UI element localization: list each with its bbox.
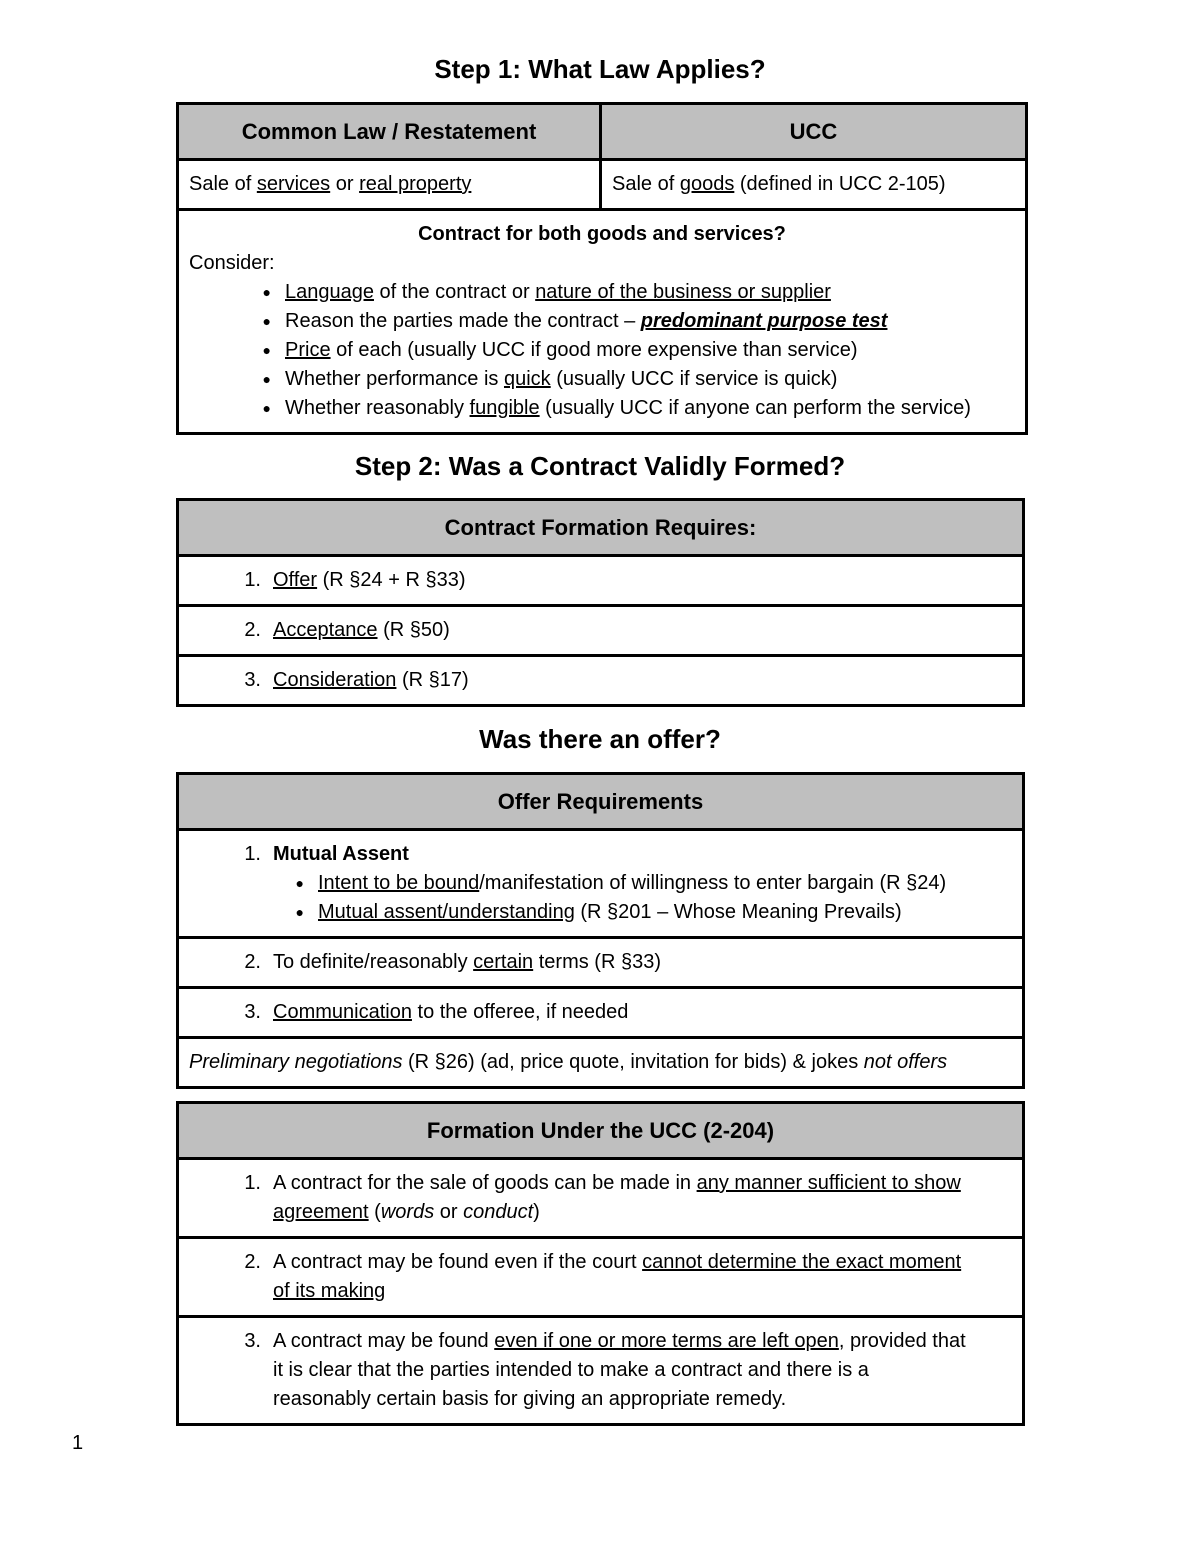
formation-item: 3. Consideration (R §17) [178, 656, 1024, 706]
mixed-contract-cell [178, 210, 1027, 434]
step2-title: Step 2: Was a Contract Validly Formed? [354, 451, 846, 481]
bullet-icon: ● [262, 342, 271, 358]
bullet-icon: ● [295, 875, 304, 891]
list-item: ● Language of the contract or nature of the business or supplier [189, 278, 1015, 307]
common-law-cell: Sale of services or real property [178, 160, 601, 210]
ucc-formation-header: Formation Under the UCC (2-204) [178, 1103, 1024, 1159]
offer-title: Was there an offer? [479, 724, 721, 754]
list-item: ● Whether reasonably fungible (usually UCC if anyone can perform the service) [189, 394, 1015, 423]
ucc-item: 2. A contract may be found even if the court cannot determine the exact moment of its making [178, 1238, 1024, 1317]
formation-header: Contract Formation Requires: [178, 500, 1024, 556]
offer-item: 1. Mutual Assent ● Intent to be bound/manifestation of willingness to enter bargain (R §24) ● Mutual assent/understanding (R §201 – Whose Meaning Prevails) [178, 830, 1024, 938]
list-item: ● Whether performance is quick (usually UCC if service is quick) [189, 365, 1015, 394]
step1-title: Step 1: What Law Applies? [434, 54, 766, 84]
page-number: 1 [72, 1432, 84, 1454]
formation-item: 2. Acceptance (R §50) [178, 606, 1024, 656]
mixed-contract-title: Contract for both goods and services? [418, 223, 786, 245]
formation-item: 1. Offer (R §24 + R §33) [178, 556, 1024, 606]
bullet-icon: ● [262, 400, 271, 416]
bullet-icon: ● [262, 371, 271, 387]
formation-table [176, 498, 1025, 707]
ucc-item: 1. A contract for the sale of goods can be made in any manner sufficient to show agreement (words or conduct) [178, 1159, 1024, 1238]
list-item: ● Price of each (usually UCC if good more expensive than service) [189, 336, 1015, 365]
ucc-cell: Sale of goods (defined in UCC 2-105) [601, 160, 1027, 210]
offer-item: 3. Communication to the offeree, if needed [178, 988, 1024, 1038]
offer-item: 2. To definite/reasonably certain terms (R §33) [178, 938, 1024, 988]
bullet-icon: ● [262, 313, 271, 329]
consider-label: Consider: [189, 252, 275, 274]
ucc-formation-table [176, 1101, 1025, 1426]
common-law-header: Common Law / Restatement [178, 104, 601, 160]
ucc-header: UCC [601, 104, 1027, 160]
law-applies-table [176, 102, 1028, 435]
list-item: ● Reason the parties made the contract – predominant purpose test [189, 307, 1015, 336]
offer-table [176, 772, 1025, 1089]
bullet-icon: ● [295, 904, 304, 920]
ucc-item: 3. A contract may be found even if one or more terms are left open, provided that it is clear that the parties intended to make a contract and there is a reasonably certain basis for giving an appropriate remedy. [178, 1317, 1024, 1425]
bullet-icon: ● [262, 284, 271, 300]
offer-note: Preliminary negotiations (R §26) (ad, price quote, invitation for bids) & jokes not offers [178, 1038, 1024, 1088]
offer-header: Offer Requirements [178, 774, 1024, 830]
